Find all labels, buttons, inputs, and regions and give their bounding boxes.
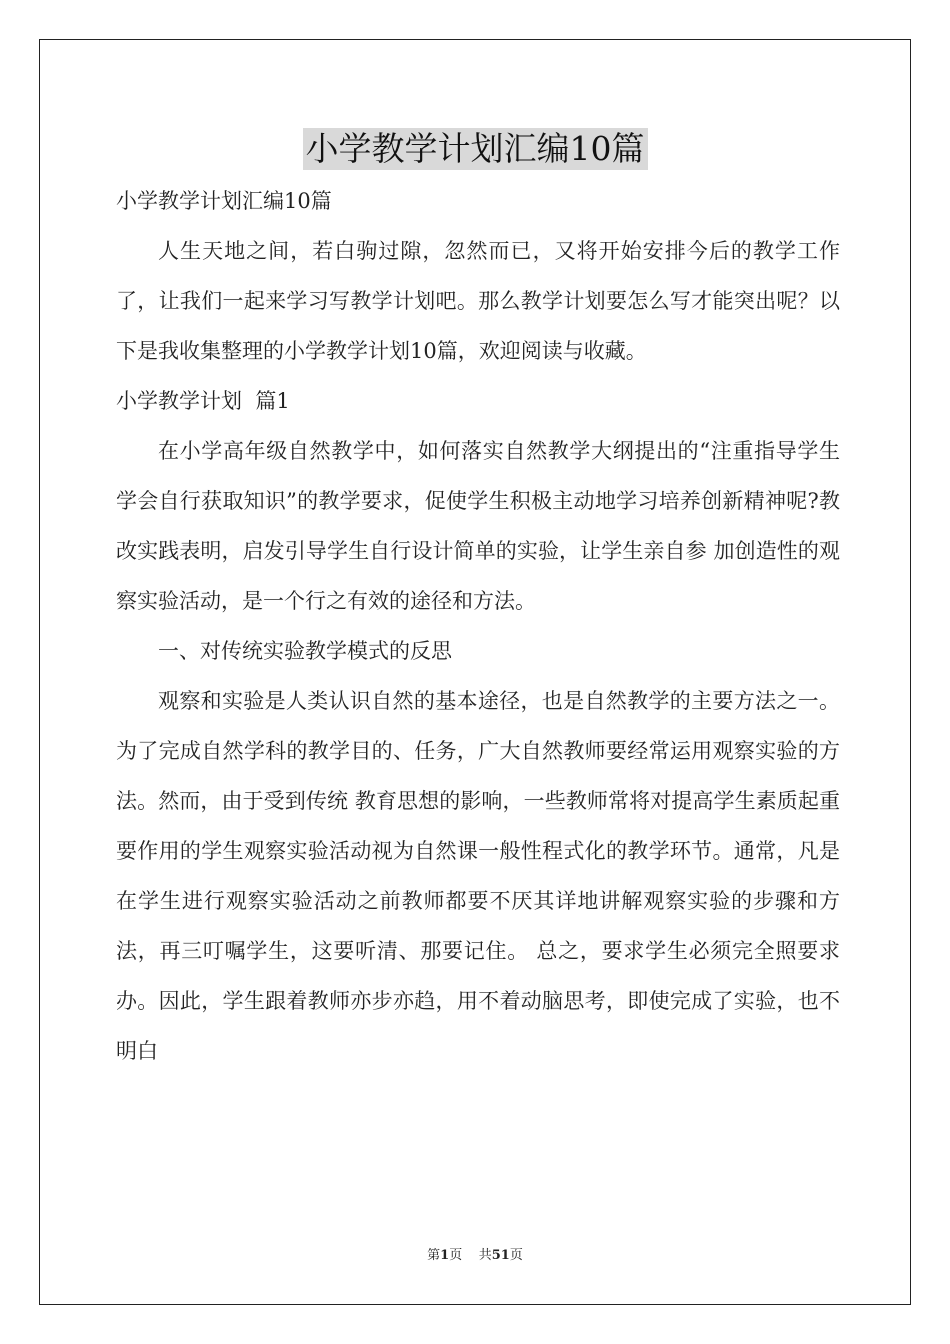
section-heading: 小学教学计划 篇1 [116,389,290,413]
intro-paragraph: 人生天地之间，若白驹过隙，忽然而已，又将开始安排今后的教学工作了，让我们一起来学习写教学计划吧。那么教学计划要怎么写才能突出呢？以下是我收集整理的小学教学计划10篇，欢迎阅读与收藏。 [116,239,840,363]
subtitle-line: 小学教学计划汇编10篇 [116,189,332,213]
total-suffix: 页 [509,1248,523,1263]
page-suffix: 页 [449,1248,463,1263]
document-body [116,176,840,1076]
document-title: 小学教学计划汇编10篇 [303,128,648,170]
page-footer [0,1244,950,1263]
total-pages: 51 [491,1248,510,1263]
paragraph-1: 在小学高年级自然教学中，如何落实自然教学大纲提出的“注重指导学生学会自行获取知识”的教学要求，促使学生积极主动地学习培养创新精神呢?教改实践表明，启发引导学生自行设计简单的实验，让学生亲自参 加创造性的观察实验活动，是一个行之有效的途径和方法。 [116,439,840,613]
subheading: 一、对传统实验教学模式的反思 [158,639,452,663]
page-number: 1 [440,1248,450,1263]
page-prefix: 第 [427,1248,441,1263]
title-container [0,128,950,170]
paragraph-2: 观察和实验是人类认识自然的基本途径，也是自然教学的主要方法之一。为了完成自然学科的教学目的、任务，广大自然教师要经常运用观察实验的方法。然而，由于受到传统 教育思想的影响，一些教师常将对提高学生素质起重要作用的学生观察实验活动视为自然课一般性程式化的教学环节。通常，凡是在学生进行观察实验活动之前教师都要不厌其详地讲解观察实验的步骤和方法，再三叮嘱学生，这要听清、那要记住。 总之，要求学生必须完全照要求办。因此，学生跟着教师亦步亦趋，用不着动脑思考，即使完成了实验，也不明白 [116,689,840,1063]
total-prefix: 共 [478,1248,492,1263]
